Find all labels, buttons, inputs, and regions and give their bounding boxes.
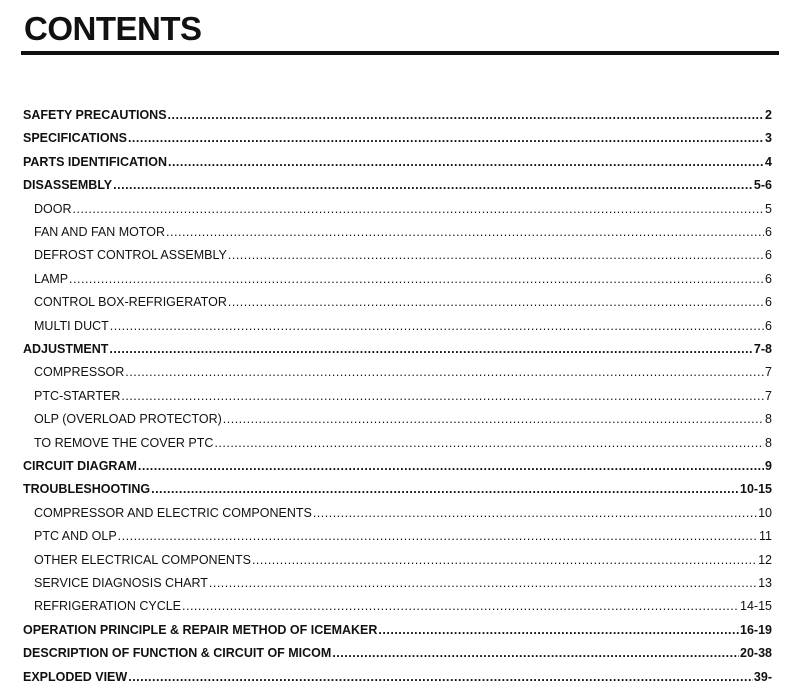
toc-entry-label: SPECIFICATIONS [23, 131, 127, 145]
dot-leader [214, 434, 764, 452]
toc-entry-label: PTC-STARTER [34, 389, 121, 403]
toc-entry-label: COMPRESSOR [34, 365, 125, 379]
dot-leader [138, 457, 764, 475]
toc-entry-label: FAN AND FAN MOTOR [34, 225, 166, 239]
toc-entry-page: 7 [765, 389, 772, 403]
toc-entry-label: OLP (OVERLOAD PROTECTOR) [34, 412, 222, 426]
dot-leader [151, 480, 739, 498]
toc-entry-page: 4 [765, 155, 772, 169]
toc-entry-label: PTC AND OLP [34, 529, 117, 543]
toc-entry [23, 644, 772, 662]
dot-leader [168, 153, 764, 171]
toc-entry [34, 410, 772, 428]
dot-leader [121, 387, 764, 405]
toc-entry [34, 317, 772, 335]
toc-entry-page: 20-38 [740, 646, 772, 660]
toc-entry [34, 363, 772, 381]
toc-entry-label: DOOR [34, 202, 72, 216]
toc-entry-label: TROUBLESHOOTING [23, 482, 151, 496]
dot-leader [73, 200, 765, 218]
toc-entry [23, 176, 772, 194]
toc-entry [34, 551, 772, 569]
dot-leader [168, 106, 765, 124]
dot-leader [228, 246, 764, 264]
dot-leader [125, 363, 764, 381]
toc-entry [23, 106, 772, 124]
toc-entry-label: OPERATION PRINCIPLE & REPAIR METHOD OF ICEMAKER [23, 623, 378, 637]
toc-entry [34, 200, 772, 218]
toc-entry-label: REFRIGERATION CYCLE [34, 599, 182, 613]
toc-entry-page: 39- [753, 670, 772, 684]
dot-leader [109, 340, 753, 358]
toc-entry [34, 246, 772, 264]
toc-entry-label: OTHER ELECTRICAL COMPONENTS [34, 553, 251, 567]
dot-leader [378, 621, 739, 639]
toc-entry-page: 9 [765, 459, 772, 473]
dot-leader [228, 293, 764, 311]
toc-entry-label: CONTROL BOX-REFRIGERATOR [34, 295, 227, 309]
toc-entry [23, 480, 772, 498]
dot-leader [223, 410, 764, 428]
dot-leader [128, 668, 753, 686]
toc-entry-page: 12 [758, 553, 772, 567]
dot-leader [313, 504, 757, 522]
toc-entry-label: SERVICE DIAGNOSIS CHART [34, 576, 208, 590]
dot-leader [110, 317, 764, 335]
toc-entry-page: 8 [765, 412, 772, 426]
toc-entry [23, 340, 772, 358]
toc-entry [34, 527, 772, 545]
toc-entry-page: 6 [765, 272, 772, 286]
toc-entry [23, 457, 772, 475]
toc-entry-label: LAMP [34, 272, 69, 286]
toc-entry-label: DEFROST CONTROL ASSEMBLY [34, 248, 227, 262]
toc-entry-label: DISASSEMBLY [23, 178, 113, 192]
toc-entry-page: 5 [765, 202, 772, 216]
dot-leader [182, 597, 739, 615]
toc-entry-page: 11 [759, 529, 772, 543]
toc-entry-label: ADJUSTMENT [23, 342, 109, 356]
toc-entry-page: 10 [758, 506, 772, 520]
toc-entry [34, 223, 772, 241]
toc-entry-label: CIRCUIT DIAGRAM [23, 459, 137, 473]
toc-entry-label: COMPRESSOR AND ELECTRIC COMPONENTS [34, 506, 312, 520]
toc-entry-page: 10-15 [740, 482, 772, 496]
toc-entry-page: 8 [765, 436, 772, 450]
toc-entry [34, 270, 772, 288]
toc-entry-page: 16-19 [740, 623, 772, 637]
dot-leader [128, 129, 764, 147]
toc-entry [34, 597, 772, 615]
toc-entry [23, 621, 772, 639]
toc-entry [23, 153, 772, 171]
toc-entry [34, 434, 772, 452]
toc-entry [23, 668, 772, 686]
dot-leader [252, 551, 757, 569]
toc-entry-page: 2 [765, 108, 772, 122]
toc-entry-page: 6 [765, 248, 772, 262]
dot-leader [69, 270, 764, 288]
toc-entry-page: 14-15 [740, 599, 772, 613]
toc-entry-page: 13 [758, 576, 772, 590]
toc-entry [34, 504, 772, 522]
toc-entry-page: 6 [765, 319, 772, 333]
toc-entry-page: 7-8 [753, 342, 772, 356]
toc-entry [34, 574, 772, 592]
toc-entry-label: PARTS IDENTIFICATION [23, 155, 167, 169]
toc-entry [34, 293, 772, 311]
toc-entry-page: 3 [765, 131, 772, 145]
dot-leader [209, 574, 757, 592]
toc-entry-label: EXPLODED VIEW [23, 670, 128, 684]
toc-entry-page: 6 [765, 295, 772, 309]
dot-leader [113, 176, 753, 194]
toc-entry-page: 6 [765, 225, 772, 239]
toc-entry-label: SAFETY PRECAUTIONS [23, 108, 167, 122]
toc-entry-page: 7 [765, 365, 772, 379]
toc-entry [34, 387, 772, 405]
toc-entry-label: DESCRIPTION OF FUNCTION & CIRCUIT OF MICOM [23, 646, 332, 660]
toc-entry-page: 5-6 [753, 178, 772, 192]
toc-entry [23, 129, 772, 147]
toc-entry-label: MULTI DUCT [34, 319, 109, 333]
dot-leader [332, 644, 739, 662]
dot-leader [118, 527, 758, 545]
page-title: CONTENTS [24, 10, 202, 47]
dot-leader [166, 223, 764, 241]
toc-entry-label: TO REMOVE THE COVER PTC [34, 436, 214, 450]
